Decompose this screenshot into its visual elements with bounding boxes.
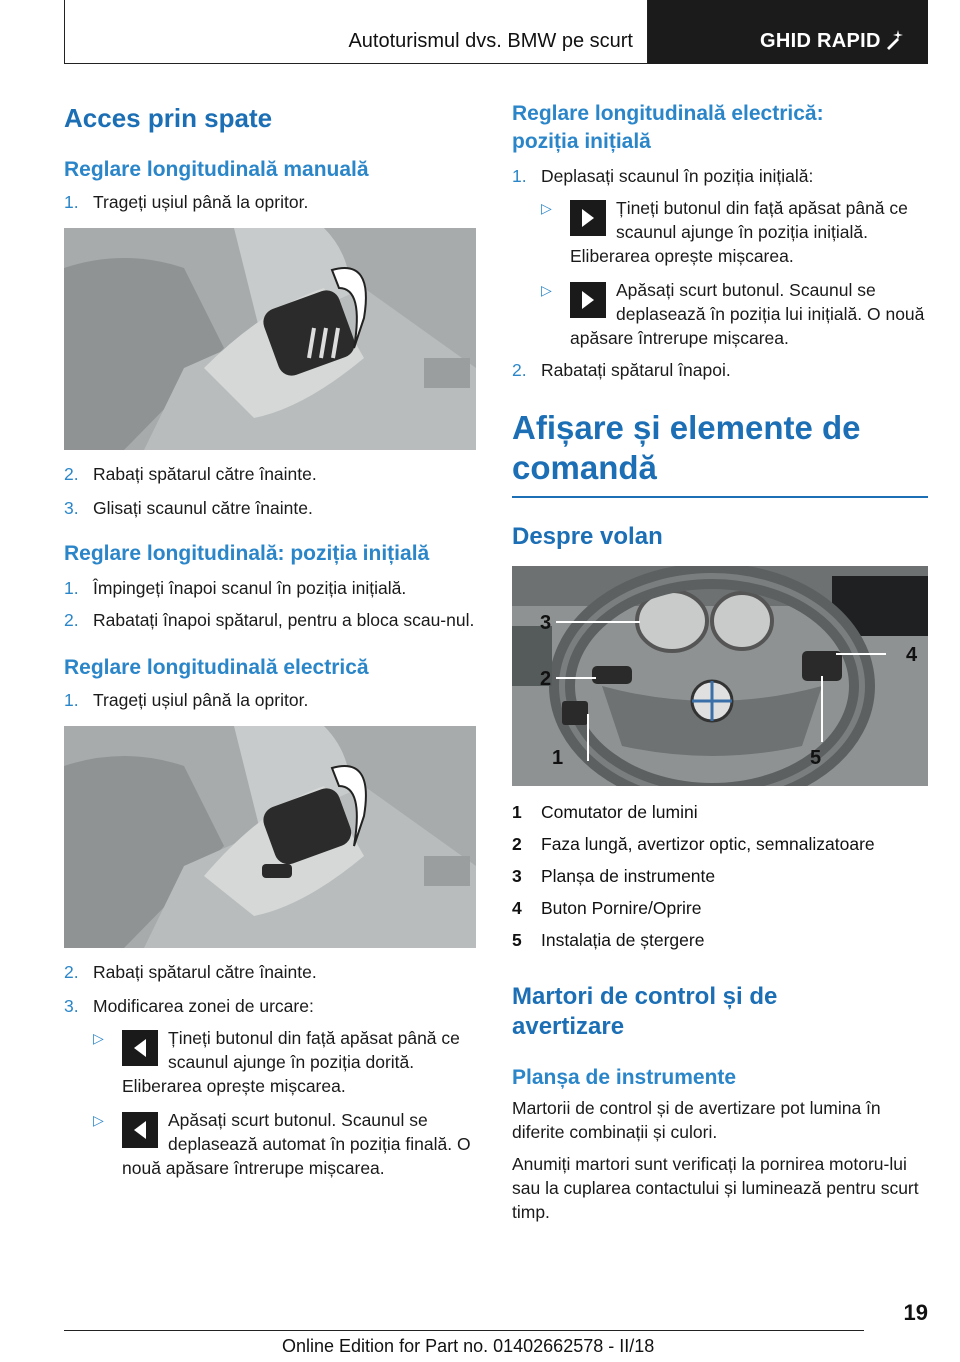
step-text: Trageți ușiul până la opritor. — [93, 192, 309, 212]
electric-step — [64, 960, 478, 984]
step-number: 2. — [64, 962, 79, 982]
callout-2: 2 — [540, 668, 552, 690]
heading-initial-position: Reglare longitudinală: poziția inițială — [64, 542, 430, 565]
step-text: Rabați spătarul către înainte. — [93, 464, 317, 484]
callout-4: 4 — [906, 644, 918, 666]
triangle-bullet-icon: ▷ — [541, 282, 552, 298]
legend-number: 3 — [512, 866, 522, 886]
header-box — [64, 0, 648, 64]
legend-row — [512, 860, 928, 892]
steering-legend — [512, 796, 928, 956]
steering-wheel-photo — [512, 566, 928, 786]
triangle-bullet-icon: ▷ — [93, 1030, 104, 1046]
electric-substep — [93, 1108, 478, 1180]
quick-guide-tab[interactable] — [648, 0, 928, 64]
legend-number: 4 — [512, 898, 522, 918]
legend-text: Faza lungă, avertizor optic, semnalizatoare — [541, 834, 875, 854]
manual-step — [64, 462, 478, 486]
step-text: Rabatați spătarul înapoi. — [541, 360, 731, 380]
step-text: Rabați spătarul către înainte. — [93, 962, 317, 982]
electric-initial-step — [512, 164, 928, 188]
step-number: 2. — [64, 464, 79, 484]
callout-1: 1 — [552, 747, 564, 769]
manual-step — [64, 496, 478, 520]
initial-step — [64, 608, 478, 632]
seat-back-button-icon — [122, 1030, 158, 1066]
heading-rear-access: Acces prin spate — [64, 103, 273, 133]
substep-text: Țineți butonul din față apăsat până ce scaunul ajunge în poziția inițială. Eliberarea oprește mișcarea. — [570, 198, 908, 266]
heading-instrument-cluster: Planșa de instrumente — [512, 1066, 737, 1089]
step-text: Rabatați înapoi spătarul, pentru a bloca scau-nul. — [93, 610, 475, 630]
heading-electric-adjust: Reglare longitudinală electrică — [64, 656, 369, 679]
heading-display-controls: Afișare și elemente de comandă — [512, 409, 861, 486]
legend-text: Buton Pornire/Oprire — [541, 898, 702, 918]
right-column — [512, 100, 928, 1224]
electric-step — [64, 688, 478, 712]
paragraph: Martorii de control și de avertizare pot lumina în diferite combinații și culori. — [512, 1098, 881, 1142]
footer-rule — [64, 1330, 864, 1331]
seat-forward-button-icon — [570, 282, 606, 318]
legend-number: 1 — [512, 802, 522, 822]
callout-5: 5 — [810, 747, 822, 769]
triangle-bullet-icon: ▷ — [93, 1112, 104, 1128]
step-number: 1. — [64, 578, 79, 598]
step-number: 1. — [64, 690, 79, 710]
electric-initial-step — [512, 358, 928, 382]
legend-row — [512, 796, 928, 828]
heading-manual-adjust: Reglare longitudinală manuală — [64, 158, 369, 181]
heading-indicator-lights: Martori de control și de avertizare — [512, 983, 778, 1040]
substep-text: Țineți butonul din față apăsat până ce scaunul ajunge în poziția dorită. Eliberarea oprește mișcarea. — [122, 1028, 460, 1096]
quick-guide-tab-label: GHID RAPID — [760, 30, 881, 52]
step-number: 1. — [512, 166, 527, 186]
seat-photo-electric — [64, 726, 476, 948]
legend-row — [512, 924, 928, 956]
electric-substep — [93, 1026, 478, 1098]
legend-text: Comutator de lumini — [541, 802, 698, 822]
step-number: 3. — [64, 996, 79, 1016]
seat-forward-button-icon — [570, 200, 606, 236]
step-number: 1. — [64, 192, 79, 212]
left-column — [64, 100, 478, 1180]
step-text: Glisați scaunul către înainte. — [93, 498, 313, 518]
quick-guide-icon — [884, 28, 906, 55]
substep-text: Apăsați scurt butonul. Scaunul se deplasează în poziția lui inițială. O nouă apăsare întrerupe mișcarea. — [570, 280, 925, 348]
step-text: Trageți ușiul până la opritor. — [93, 690, 309, 710]
paragraph: Anumiți martori sunt verificați la pornirea motoru-lui sau la cuplarea contactului și luminează pentru scurt timp. — [512, 1154, 919, 1222]
electric-initial-substep — [541, 196, 928, 268]
electric-step — [64, 994, 478, 1018]
edition-footer: Online Edition for Part no. 01402662578 - II/18 — [282, 1336, 655, 1356]
substep-text: Apăsați scurt butonul. Scaunul se deplasează automat în poziția finală. O nouă apăsare întrerupe mișcarea. — [122, 1110, 471, 1178]
step-number: 2. — [64, 610, 79, 630]
header-title: Autoturismul dvs. BMW pe scurt — [348, 30, 633, 52]
legend-row — [512, 828, 928, 860]
step-text: Deplasați scaunul în poziția inițială: — [541, 166, 814, 186]
legend-text: Instalația de ștergere — [541, 930, 705, 950]
legend-row — [512, 892, 928, 924]
page-number: 19 — [903, 1300, 928, 1325]
seat-photo-manual — [64, 228, 476, 450]
legend-text: Planșa de instrumente — [541, 866, 716, 886]
step-number: 2. — [512, 360, 527, 380]
legend-number: 5 — [512, 930, 522, 950]
step-text: Modificarea zonei de urcare: — [93, 996, 314, 1016]
heading-steering-wheel: Despre volan — [512, 523, 663, 550]
callout-3: 3 — [540, 612, 552, 634]
legend-number: 2 — [512, 834, 522, 854]
heading-electric-initial: Reglare longitudinală electrică: poziția inițială — [512, 102, 824, 153]
initial-step — [64, 576, 478, 600]
electric-initial-substep — [541, 278, 928, 350]
seat-back-button-icon — [122, 1112, 158, 1148]
step-text: Împingeți înapoi scanul în poziția inițială. — [93, 578, 407, 598]
step-number: 3. — [64, 498, 79, 518]
manual-step — [64, 190, 478, 214]
triangle-bullet-icon: ▷ — [541, 200, 552, 216]
